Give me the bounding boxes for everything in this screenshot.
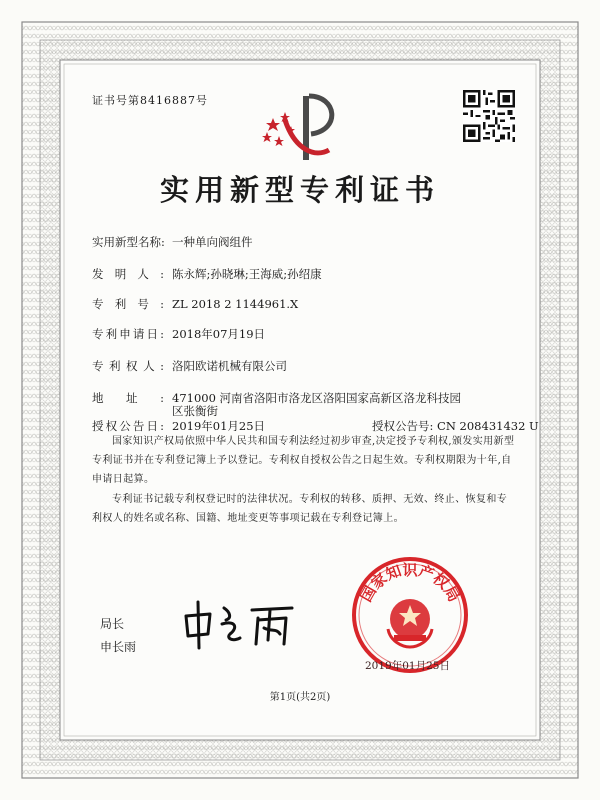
certificate-paragraph-1: 国家知识产权局依照中华人民共和国专利法经过初步审查,决定授予专利权,颁发实用新型专利证书并在专利登记簿上予以登记。专利权自授权公告之日起生效。专利权期限为十年,自申请日起算。 — [92, 436, 515, 485]
field-label: 专利号: — [92, 297, 164, 311]
field-value: 2019年01月25日 — [172, 419, 266, 433]
certificate-title: 实用新型专利证书 — [159, 173, 440, 207]
field-address-line2: 区张衡街 — [172, 404, 218, 418]
page-number: 第1页(共2页) — [269, 692, 331, 703]
seal-text: 国家知识产权局 — [356, 560, 464, 605]
certificate-number: 证书号第8416887号 — [92, 94, 208, 107]
official-seal-icon — [350, 555, 470, 675]
field-patent-number — [92, 296, 298, 312]
field-filing-date — [92, 326, 265, 342]
field-patentee — [92, 358, 287, 374]
field-label: 授权公告号: — [372, 419, 434, 433]
seal-date: 2019年01月25日 — [365, 660, 450, 672]
field-label: 授权公告日: — [92, 419, 164, 433]
field-utility-model-name — [92, 234, 253, 250]
field-value: CN 208431432 U — [437, 419, 539, 433]
certificate-paragraph-2: 专利证书记载专利权登记时的法律状况。专利权的转移、质押、无效、终止、恢复和专利权人的姓名或名称、国籍、地址变更等事项记载在专利登记簿上。 — [92, 494, 508, 524]
field-label: 实用新型名称: — [92, 235, 165, 249]
director-title: 局长 — [100, 617, 125, 631]
field-label: 地址: — [92, 391, 164, 405]
svg-text:国家知识产权局 — [357, 561, 463, 605]
handwritten-signature-icon — [180, 598, 305, 650]
cnipa-logo-icon — [255, 90, 345, 165]
field-value: 洛阳欧诺机械有限公司 — [172, 359, 287, 373]
field-value: 2018年07月19日 — [172, 327, 266, 341]
field-value: 471000 河南省洛阳市洛龙区洛阳国家高新区洛龙科技园 — [172, 391, 462, 405]
field-label: 专利权人: — [92, 359, 164, 373]
qr-code-icon — [463, 90, 515, 142]
field-value: ZL 2018 2 1144961.X — [172, 297, 299, 311]
field-value: 一种单向阀组件 — [172, 235, 253, 249]
field-label: 发明人: — [92, 267, 164, 281]
field-address — [92, 390, 461, 406]
field-label: 专利申请日: — [92, 327, 164, 341]
field-value: 陈永辉;孙晓琳;王海威;孙绍康 — [172, 267, 322, 281]
field-inventor — [92, 266, 322, 282]
director-name: 申长雨 — [100, 640, 137, 654]
